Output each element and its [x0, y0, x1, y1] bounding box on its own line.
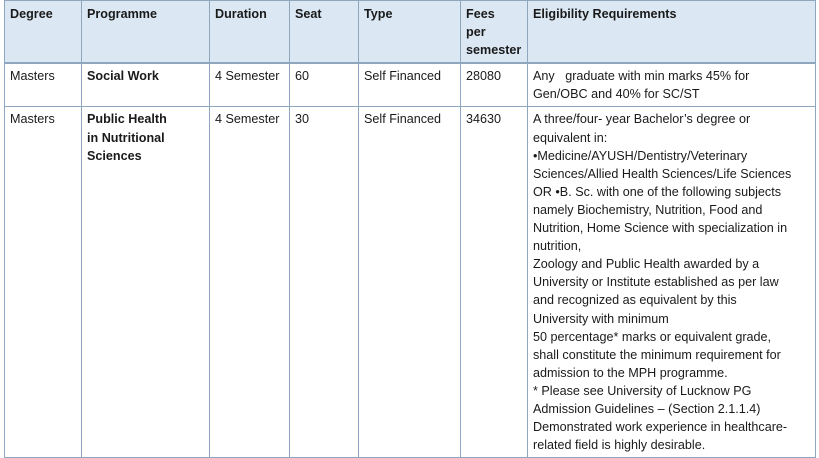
eligibility-line: Any graduate with min marks 45% for [533, 69, 750, 84]
eligibility-line: and recognized as equivalent by this [533, 293, 737, 308]
eligibility-line: nutrition, [533, 239, 582, 254]
cell-degree: Masters [5, 63, 82, 107]
cell-programme [82, 107, 210, 458]
programme-name-line: Sciences [87, 148, 142, 163]
programme-name-line: in Nutritional [87, 130, 165, 145]
cell-fees: 28080 [461, 63, 528, 107]
eligibility-line: Nutrition, Home Science with specialization in [533, 221, 788, 236]
eligibility-line: Zoology and Public Health awarded by a [533, 257, 760, 272]
header-degree: Degree [5, 1, 82, 64]
cell-duration: 4 Semester [210, 107, 290, 458]
table-row [5, 63, 816, 107]
header-duration: Duration [210, 1, 290, 64]
eligibility-line: •Medicine/AYUSH/Dentistry/Veterinary [533, 148, 748, 163]
eligibility-line: admission to the MPH programme. [533, 365, 728, 380]
cell-fees: 34630 [461, 107, 528, 458]
header-eligibility: Eligibility Requirements [528, 1, 816, 64]
eligibility-line: A three/four- year Bachelor’s degree or [533, 112, 751, 127]
header-fees-line: semester [466, 43, 522, 58]
header-fees-line: per [466, 25, 486, 40]
cell-eligibility [528, 107, 816, 458]
eligibility-line: namely Biochemistry, Nutrition, Food and [533, 202, 763, 217]
cell-seat: 30 [290, 107, 359, 458]
eligibility-line: Admission Guidelines – (Section 2.1.1.4) [533, 401, 761, 416]
cell-degree: Masters [5, 107, 82, 458]
header-seat: Seat [290, 1, 359, 64]
cell-duration: 4 Semester [210, 63, 290, 107]
table-header-row [5, 1, 816, 64]
programme-table [4, 0, 816, 458]
eligibility-line: Gen/OBC and 40% for SC/ST [533, 87, 700, 102]
programme-name-line: Public Health [87, 112, 167, 127]
header-fees-line: Fees [466, 7, 495, 21]
eligibility-line: University with minimum [533, 311, 669, 326]
eligibility-line: * Please see University of Lucknow PG [533, 383, 752, 398]
cell-programme [82, 63, 210, 107]
eligibility-line: equivalent in: [533, 130, 608, 145]
eligibility-line: Demonstrated work experience in healthcare- [533, 420, 788, 435]
eligibility-line: 50 percentage* marks or equivalent grade, [533, 329, 772, 344]
eligibility-line: University or Institute established as per law [533, 275, 779, 290]
header-programme: Programme [82, 1, 210, 64]
eligibility-line: related field is highly desirable. [533, 438, 706, 453]
header-fees [461, 1, 528, 64]
eligibility-line: Sciences/Allied Health Sciences/Life Sciences [533, 166, 792, 181]
cell-eligibility [528, 63, 816, 107]
programme-table-container [4, 0, 815, 458]
header-type: Type [359, 1, 461, 64]
table-row [5, 107, 816, 458]
cell-seat: 60 [290, 63, 359, 107]
cell-type: Self Financed [359, 107, 461, 458]
eligibility-line: shall constitute the minimum requirement for [533, 347, 781, 362]
eligibility-line: OR •B. Sc. with one of the following subjects [533, 184, 782, 199]
programme-name-line: Social Work [87, 69, 159, 84]
cell-type: Self Financed [359, 63, 461, 107]
